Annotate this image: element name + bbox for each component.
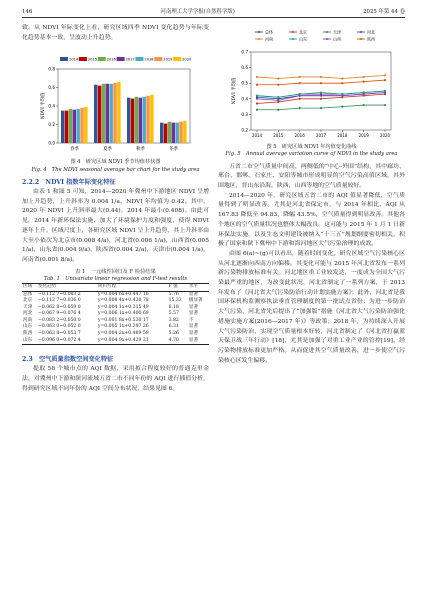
bar [175, 123, 178, 143]
legend-label: 2014 [68, 57, 78, 62]
y-tick-label: 0.2 [240, 127, 248, 133]
x-tick-label: 2017 [315, 133, 326, 138]
data-point [298, 107, 300, 109]
legend-marker [292, 38, 294, 40]
table-cell: 河南 [23, 317, 33, 323]
table-header-cell: 区域 [22, 283, 37, 291]
y-tick-label: 0.6 [240, 65, 248, 71]
data-point [298, 82, 300, 84]
bar [105, 84, 108, 143]
y-tick-label: 0.4 [47, 103, 55, 109]
bar [142, 97, 145, 143]
data-point [341, 77, 343, 79]
table-cell: 山东 [23, 324, 33, 330]
fig4-bar-chart [36, 47, 196, 159]
regression-table [22, 283, 209, 345]
legend-label: 河北 [366, 29, 375, 35]
legend-marker [258, 31, 260, 33]
fig5-caption-cn: 图 5 研究区域 NDVI 年均值变化曲线 [266, 144, 357, 150]
data-point [383, 104, 385, 106]
y-tick-label: 0.3 [240, 111, 248, 117]
legend-label: 山东 [298, 36, 307, 42]
table-cell: −0.083 2~0.050 0 [37, 317, 81, 323]
legend-label: 2015 [87, 57, 97, 62]
data-point [362, 81, 364, 83]
data-point [298, 95, 300, 97]
table-cell: 显著 [188, 311, 199, 317]
x-tick-label: 2018 [336, 133, 347, 138]
bar [101, 84, 104, 143]
x-tick-label: 冬季 [168, 147, 178, 153]
bar [84, 107, 87, 143]
legend-label: 2016 [106, 57, 116, 62]
legend-label: 2019 [162, 57, 172, 62]
bar [171, 123, 174, 143]
plot-frame [251, 52, 391, 130]
legend-marker [360, 31, 362, 33]
table-cell: −0.062 8~0.059 0 [37, 304, 81, 310]
aqi-method-paragraph: 提取 58 个城市点的 AQI 数据，采用拟合程度较好的普通克里金法，对冀州中下游和陕河流域五省二市不同年份的 AQI 进行插值分析，得到研究区域不同年份的 AQI 空间分布状况，结果见图 6。 [22, 366, 209, 392]
table-cell: 5.76 [168, 291, 179, 297]
bar [80, 108, 83, 143]
bar [130, 99, 133, 143]
data-point [255, 109, 257, 111]
bar [127, 98, 130, 143]
data-point [255, 98, 257, 100]
fig4-caption-cn: 图 4 研究区域 NDVI 季节均值柱状图 [70, 159, 161, 166]
table-cell: 陕西 [23, 331, 33, 337]
table-cell: y=0.008 4x+0.430 78 [97, 298, 149, 304]
bar [163, 124, 166, 143]
aqi-spatial-paragraph: 五省二市空气质量中间高，两侧低的“中心-外围”结构，其中廊坊、邢台、邯郸、石家庄、安阳等城市形成明显的空气污染高值区域。其外围地区，晋山东沿海，陕西，山西等地的空气质量较好。 [218, 163, 405, 189]
y-tick-label: 0.0 [47, 140, 55, 146]
table-cell: −0.112 7~0.036 0 [37, 298, 81, 304]
data-point [319, 76, 321, 78]
data-point [319, 82, 321, 84]
table-cell: −0.067 9~0.076 4 [37, 311, 81, 317]
table-cell: 3.82 [168, 317, 179, 323]
issue-info: 2025 年第 44 卷 [363, 9, 405, 15]
table-cell: −0.063 0~0.052 0 [37, 324, 81, 330]
table-cell: 显著 [188, 324, 199, 330]
bar [146, 96, 149, 143]
fig5-line-chart [227, 24, 397, 144]
data-point [383, 79, 385, 81]
table-cell: 极显著 [188, 298, 203, 304]
page-header [22, 6, 405, 18]
data-point [298, 76, 300, 78]
table-cell: y=0.004 9x+0.429 21 [97, 338, 168, 345]
bar [97, 86, 100, 143]
legend-label: 北京 [298, 29, 307, 35]
bar [134, 97, 137, 143]
table-cell: y=0.005 1x+0.397 26 [97, 324, 149, 330]
data-point [341, 106, 343, 108]
data-point [255, 95, 257, 97]
data-point [298, 98, 300, 100]
table-cell: 显著 [188, 331, 199, 337]
table-cell: 不 [188, 317, 194, 323]
table-cell: −0.112 7~0.083 2 [37, 291, 81, 297]
legend-marker [292, 31, 294, 33]
figure-5 [227, 24, 397, 144]
x-tick-label: 2020 [379, 133, 390, 138]
bar [113, 83, 116, 143]
x-tick-label: 2016 [294, 133, 305, 138]
legend-label: 天津 [332, 29, 341, 35]
table-row [22, 298, 209, 305]
legend-label: 2018 [143, 57, 154, 62]
data-point [319, 95, 321, 97]
bar [160, 123, 163, 143]
data-point [341, 95, 343, 97]
aqi-shift-paragraph: 由图 6(a)~(g)可以看出，随着时间变化，研究区域空气污染核心区从河北逐渐向西南方向偏移。其变化可能与 2015 年河北省发布一系列新污染物排放标准有关。河北地区重工业较发达，一度成为全国大气污染最严重的地区，为改变此状况，河北省制定了一系列方案，于 2013 年发布了《河北省大气污染防治行动计划实施方案》；此外，河北省是我国环保机构监测察执法垂直管理制度的第一批试点省份；为进一步防治大气污染，河北省先后提出了“加强版”措施《河北省大气污染防治强化措施实施方案(2016—2017 年)》等政策；2018 年，为持续深入开展大气污染防治，实现空气质量根本好转，河北省制定了《河北省打赢蓝天保卫战三年行动》[18]，尤其是加强了对重工业产业的管控[19]，经污染物排放标准更加严格。从而促进其空气质量改善，进一步使空气污染核心区发生偏移。 [218, 250, 405, 364]
data-point [362, 76, 364, 78]
bar [183, 121, 186, 143]
table-header-cell: 变化趋势 [37, 283, 97, 291]
left-column [22, 24, 209, 394]
y-tick-label: 0.5 [240, 80, 248, 86]
table1-title-cn: 表 1 一元线性回归及 F 检验结果 [75, 268, 156, 275]
legend-swatch [173, 57, 181, 61]
bar [179, 122, 182, 143]
legend-swatch [135, 57, 143, 61]
table-cell: 显著 [188, 291, 199, 297]
section-2-2-2-heading: 2.2.2 NDVI 指数年际变化特征 [22, 179, 116, 186]
legend-label: 河南 [264, 36, 273, 42]
bar [72, 110, 75, 143]
legend-swatch [97, 57, 105, 61]
table-cell: 北京 [23, 298, 33, 304]
fig4-caption-en: Fig. 4 The NDVI seasonal average bar chart for the study area [31, 166, 200, 173]
fig5-caption-en: Fig. 5 Annual average variation curve of NDVI in the study area [225, 151, 398, 158]
table-cell: y=0.004 1x+0.315 49 [97, 304, 149, 310]
x-tick-label: 2014 [251, 133, 262, 138]
bar [68, 109, 71, 143]
legend-label: 陕西 [366, 36, 375, 42]
bar [138, 98, 141, 143]
figure-4 [36, 47, 196, 159]
table-cell: y=0.006 1x+0.400 69 [97, 311, 149, 317]
table-header-cell: 水平 [188, 283, 209, 291]
table-cell: 山东 [22, 338, 37, 345]
data-point [319, 98, 321, 100]
data-point [277, 77, 279, 79]
right-column [218, 24, 405, 366]
x-tick-label: 2019 [358, 133, 369, 138]
data-point [255, 102, 257, 104]
legend-label: 2017 [125, 57, 135, 62]
table-cell: 显著 [188, 304, 199, 310]
bar [150, 95, 153, 143]
table-cell: −0.063 8~0.053 7 [37, 331, 81, 337]
legend-marker [258, 38, 260, 40]
data-point [255, 76, 257, 78]
bar [117, 82, 120, 143]
page-number: 146 [22, 9, 33, 15]
data-point [319, 91, 321, 93]
table-cell: 6.31 [168, 324, 179, 330]
data-point [362, 93, 364, 95]
bar [76, 109, 79, 143]
x-tick-label: 2015 [272, 133, 283, 138]
table-cell: y=0.004 2x+0.489 59 [97, 331, 149, 337]
table-cell: y=0.004 6x+0.447 16 [97, 291, 149, 297]
y-tick-label: 0.6 [47, 85, 55, 91]
section-2-3-heading: 2.3 空气质量指数空间变化特征 [22, 356, 114, 364]
table-cell: 5.57 [168, 311, 179, 317]
table-cell: 河北 [23, 311, 33, 317]
data-point [383, 74, 385, 76]
intro-paragraph: 致。从 NDVI 年际变化上看，研究区域四季 NDVI 变化趋势与年际变化趋势基本一致，呈波动上升趋势。 [22, 25, 209, 41]
legend-marker [326, 38, 328, 40]
bar [64, 111, 67, 143]
data-point [383, 91, 385, 93]
data-point [319, 107, 321, 109]
data-point [341, 82, 343, 84]
table1-title-en: Tab. 1 Univariate linear regression and F-test results [43, 275, 188, 282]
legend-marker [360, 38, 362, 40]
y-tick-label: 0.8 [47, 66, 55, 72]
aqi-change-paragraph: 2014—2020 年，研究区域五省二市的 AQI 值显著降低，空气质量得到了明显改善。尤其是河北省保定市，与 2014 年相比，AQI 从 167.83 降低至 94.83，降幅 43.5%，空气质量得到明显改善。其他各个地区的空气质量状况也整体大幅改良。这可能与 2015 年 1 月 1 日新环保法实施，以及生态文明建设被纳入“十三五”规划纲要密切相关。积极了国家和陕下冀州中下游和海河地区大气污染治理的成效。 [218, 192, 405, 248]
y-tick-label: 0.7 [240, 49, 248, 55]
table-cell: y=0.001 8x+0.530 17 [97, 317, 149, 323]
data-point [255, 84, 257, 86]
legend-swatch [154, 57, 162, 61]
legend-swatch [60, 57, 68, 61]
data-point [277, 84, 279, 86]
y-axis-label: NDVI 平均值 [231, 77, 237, 105]
y-tick-label: 0.2 [47, 122, 55, 128]
table-row [22, 338, 209, 345]
data-point [277, 109, 279, 111]
table-cell: 显著 [188, 338, 209, 345]
table-row [22, 331, 209, 338]
x-tick-label: 春季 [69, 147, 79, 153]
legend-marker [326, 31, 328, 33]
legend-swatch [116, 57, 124, 61]
y-axis-label: NDVI 平均值 [40, 93, 46, 120]
bar [61, 111, 64, 143]
legend-swatch [78, 57, 86, 61]
table-cell: 天津 [23, 304, 33, 310]
y-tick-label: 0.4 [240, 96, 248, 102]
table-cell: −0.096 0~0.072 4 [37, 338, 97, 345]
data-point [277, 96, 279, 98]
data-point [277, 99, 279, 101]
bar [167, 122, 170, 143]
table-cell: 总体 [23, 291, 33, 297]
ndvi-trend-paragraph: 由表 1 和图 5 可知，2014—2020 年冀州中下游地区 NDVI 呈增加上升趋势，上升斜率为 0.004 1/a，NDVI 年均值为 0.42。其中，2020 年 NDVI 上升斜率最大(0.44)，2014 年最小(0.408)。由此可见，2014 年新环保法实施，加大了环境保护力度和强度，使得 NDVI 逐年上升。区域尺度上，各研究区域 NDVI 呈上升趋势，其上升斜率由大至小依次为北京市(0.008 4/a)，河北省(0.006 1/a)，山西省(0.005 1/a)，山东省(0.004 9/a)，陕西省(0.004 2/a)，天津市(0.004 1/a)，河南省(0.001 8/a)。 [22, 189, 209, 263]
table-cell: 15.33 [168, 298, 182, 304]
table-row [22, 311, 209, 318]
data-point [362, 104, 364, 106]
x-tick-label: 夏季 [102, 147, 112, 153]
bar [109, 84, 112, 143]
legend-label: 总体 [264, 29, 273, 35]
table-cell: 6.18 [168, 304, 179, 310]
table-header-cell: 回归方程 [97, 283, 168, 291]
x-tick-label: 秋季 [135, 147, 145, 153]
bar [94, 85, 97, 143]
legend-label: 2020 [181, 57, 191, 62]
legend-label: 山西 [332, 36, 341, 42]
table-cell: 5.26 [168, 331, 179, 337]
journal-name: 河南理工大学学报(自然科学版) [160, 9, 235, 15]
table-cell: 4.70 [168, 338, 188, 345]
table-header-cell: F 值 [168, 283, 188, 291]
